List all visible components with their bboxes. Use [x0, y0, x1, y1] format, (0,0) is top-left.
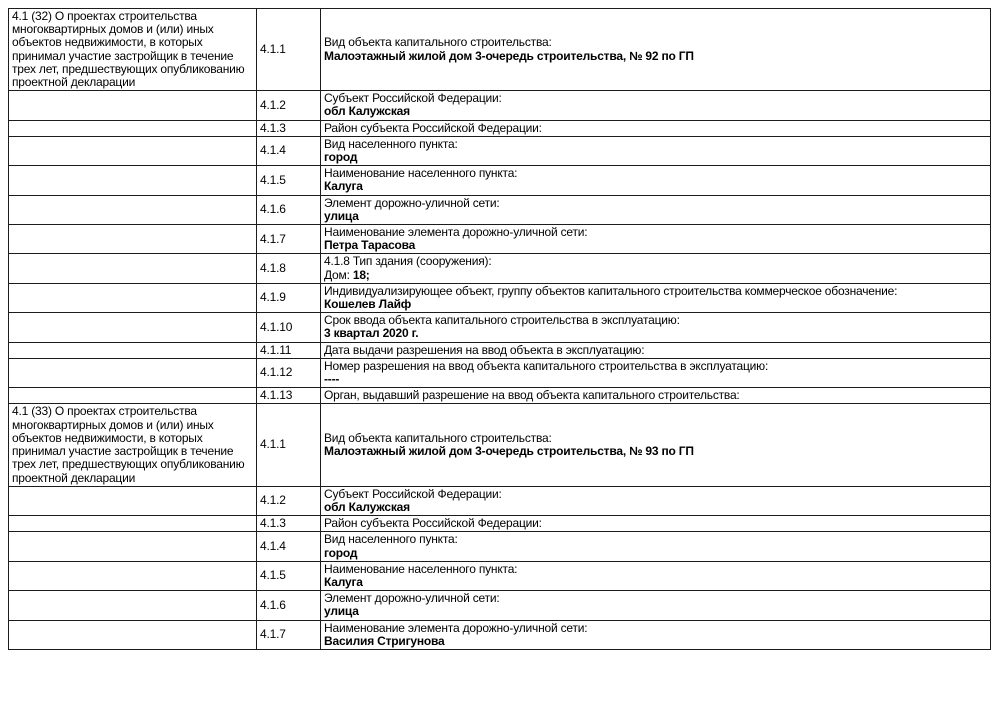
section-empty-cell — [9, 283, 257, 312]
field-value-line — [324, 269, 987, 282]
row-number-cell: 4.1.10 — [257, 313, 321, 342]
row-number-cell: 4.1.13 — [257, 388, 321, 404]
field-value: ---- — [324, 372, 340, 387]
field-label: Элемент дорожно-уличной сети: — [324, 591, 500, 606]
field-value-line — [324, 180, 987, 193]
field-cell — [321, 486, 991, 515]
table-row — [9, 91, 991, 120]
field-cell — [321, 532, 991, 561]
section-empty-cell — [9, 225, 257, 254]
row-number-cell: 4.1.2 — [257, 91, 321, 120]
field-cell — [321, 561, 991, 590]
field-cell — [321, 166, 991, 195]
table-row — [9, 195, 991, 224]
field-value-line — [324, 105, 987, 118]
field-value: 3 квартал 2020 г. — [324, 326, 419, 341]
field-cell — [321, 91, 991, 120]
project-declaration-table — [8, 8, 991, 650]
row-number-cell: 4.1.8 — [257, 254, 321, 283]
table-row — [9, 358, 991, 387]
field-value: Василия Стригунова — [324, 633, 445, 648]
field-cell — [321, 591, 991, 620]
field-cell — [321, 136, 991, 165]
field-label: Наименование населенного пункта: — [324, 166, 518, 181]
row-number-cell: 4.1.4 — [257, 136, 321, 165]
row-number-cell: 4.1.6 — [257, 591, 321, 620]
field-value: улица — [324, 208, 359, 223]
field-value: улица — [324, 604, 359, 619]
field-value: Малоэтажный жилой дом 3-очередь строительства, № 92 по ГП — [324, 48, 694, 63]
row-number-cell: 4.1.7 — [257, 225, 321, 254]
field-value: обл Калужская — [324, 499, 410, 514]
field-value-line — [324, 445, 987, 458]
field-value-line — [324, 298, 987, 311]
declaration-table-body — [9, 9, 991, 650]
field-value: Калуга — [324, 179, 363, 194]
section-header-cell: 4.1 (32) О проектах строительства многоквартирных домов и (или) иных объектов недвижимости, в которых принимал участие застройщик в течение трех лет, предшествующих опубликованию проектной декларации — [9, 9, 257, 91]
table-row — [9, 591, 991, 620]
field-value: обл Калужская — [324, 104, 410, 119]
section-empty-cell — [9, 254, 257, 283]
table-row — [9, 516, 991, 532]
field-value-line — [324, 605, 987, 618]
field-value-line — [324, 373, 987, 386]
section-empty-cell — [9, 591, 257, 620]
field-cell — [321, 9, 991, 91]
section-empty-cell — [9, 195, 257, 224]
field-value-line — [324, 547, 987, 560]
field-label: Вид объекта капитального строительства: — [324, 35, 552, 50]
field-value: Кошелев Лайф — [324, 297, 412, 312]
field-label: 4.1.8 Тип здания (сооружения): — [324, 254, 492, 269]
table-row — [9, 532, 991, 561]
field-value: Калуга — [324, 574, 363, 589]
section-empty-cell — [9, 516, 257, 532]
row-number-cell: 4.1.1 — [257, 9, 321, 91]
field-value: город — [324, 545, 358, 560]
table-row — [9, 166, 991, 195]
section-header-cell: 4.1 (33) О проектах строительства многоквартирных домов и (или) иных объектов недвижимости, в которых принимал участие застройщик в течение трех лет, предшествующих опубликованию проектной декларации — [9, 404, 257, 486]
field-label: Наименование элемента дорожно-уличной сети: — [324, 225, 588, 240]
field-label: Срок ввода объекта капитального строительства в эксплуатацию: — [324, 313, 680, 328]
table-row — [9, 254, 991, 283]
row-number-cell: 4.1.12 — [257, 358, 321, 387]
row-number-cell: 4.1.1 — [257, 404, 321, 486]
section-empty-cell — [9, 166, 257, 195]
section-empty-cell — [9, 136, 257, 165]
field-cell — [321, 283, 991, 312]
field-cell — [321, 342, 991, 358]
field-value-line — [324, 50, 987, 63]
field-value: Малоэтажный жилой дом 3-очередь строительства, № 93 по ГП — [324, 444, 694, 459]
field-value: 18; — [352, 267, 370, 282]
table-row — [9, 283, 991, 312]
row-number-cell: 4.1.9 — [257, 283, 321, 312]
section-empty-cell — [9, 486, 257, 515]
field-cell — [321, 516, 991, 532]
field-cell — [321, 195, 991, 224]
row-number-cell: 4.1.5 — [257, 166, 321, 195]
table-row — [9, 486, 991, 515]
field-cell — [321, 388, 991, 404]
field-label: Район субъекта Российской Федерации: — [324, 120, 542, 135]
section-empty-cell — [9, 120, 257, 136]
field-label: Субъект Российской Федерации: — [324, 486, 502, 501]
field-value-line — [324, 576, 987, 589]
table-row — [9, 342, 991, 358]
field-label: Элемент дорожно-уличной сети: — [324, 195, 500, 210]
field-label: Вид населенного пункта: — [324, 136, 458, 151]
field-label: Орган, выдавший разрешение на ввод объекта капитального строительства: — [324, 388, 740, 403]
field-value-line — [324, 327, 987, 340]
field-cell — [321, 225, 991, 254]
row-number-cell: 4.1.3 — [257, 516, 321, 532]
table-row — [9, 404, 991, 486]
field-label: Дата выдачи разрешения на ввод объекта в эксплуатацию: — [324, 342, 645, 357]
section-empty-cell — [9, 91, 257, 120]
field-label: Номер разрешения на ввод объекта капитального строительства в эксплуатацию: — [324, 358, 769, 373]
field-label: Район субъекта Российской Федерации: — [324, 516, 542, 531]
field-cell — [321, 120, 991, 136]
field-cell — [321, 358, 991, 387]
table-row — [9, 313, 991, 342]
field-value-line — [324, 210, 987, 223]
field-cell — [321, 404, 991, 486]
field-value-line — [324, 239, 987, 252]
section-empty-cell — [9, 561, 257, 590]
table-row — [9, 120, 991, 136]
section-empty-cell — [9, 388, 257, 404]
field-cell — [321, 620, 991, 649]
row-number-cell: 4.1.2 — [257, 486, 321, 515]
field-value: Петра Тарасова — [324, 238, 416, 253]
field-label: Наименование элемента дорожно-уличной сети: — [324, 620, 588, 635]
field-cell — [321, 313, 991, 342]
field-value-prefix: Дом: — [324, 267, 353, 282]
section-empty-cell — [9, 342, 257, 358]
row-number-cell: 4.1.7 — [257, 620, 321, 649]
row-number-cell: 4.1.3 — [257, 120, 321, 136]
field-label: Вид населенного пункта: — [324, 532, 458, 547]
table-row — [9, 620, 991, 649]
field-label: Вид объекта капитального строительства: — [324, 430, 552, 445]
table-row — [9, 388, 991, 404]
field-value-line — [324, 151, 987, 164]
section-empty-cell — [9, 620, 257, 649]
table-row — [9, 561, 991, 590]
field-label: Индивидуализирующее объект, группу объектов капитального строительства коммерческое обозначение: — [324, 283, 898, 298]
field-cell — [321, 254, 991, 283]
row-number-cell: 4.1.11 — [257, 342, 321, 358]
row-number-cell: 4.1.6 — [257, 195, 321, 224]
section-empty-cell — [9, 358, 257, 387]
field-value-line — [324, 501, 987, 514]
field-label: Субъект Российской Федерации: — [324, 91, 502, 106]
section-empty-cell — [9, 313, 257, 342]
section-empty-cell — [9, 532, 257, 561]
field-value: город — [324, 150, 358, 165]
table-row — [9, 136, 991, 165]
table-row — [9, 225, 991, 254]
table-row — [9, 9, 991, 91]
field-label: Наименование населенного пункта: — [324, 561, 518, 576]
row-number-cell: 4.1.4 — [257, 532, 321, 561]
field-value-line — [324, 635, 987, 648]
row-number-cell: 4.1.5 — [257, 561, 321, 590]
